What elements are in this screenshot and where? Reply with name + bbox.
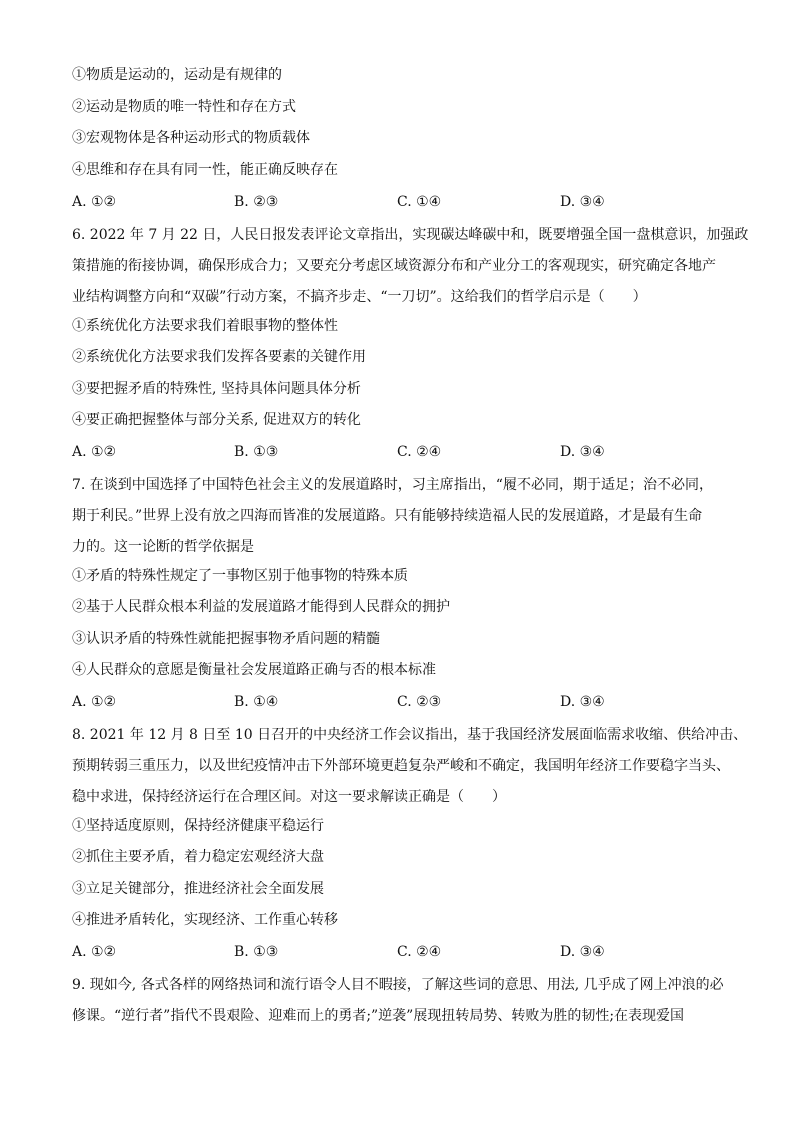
q5-statement-1: ①物质是运动的，运动是有规律的 xyxy=(72,67,282,83)
option-d: D. ③④ xyxy=(560,444,605,460)
q8-stem xyxy=(72,720,748,813)
q6-statement-2: ②系统优化方法要求我们发挥各要素的关键作用 xyxy=(72,349,366,365)
q7-statement-3: ③认识矛盾的特殊性就能把握事物矛盾问题的精髓 xyxy=(72,631,380,647)
option-d: D. ③④ xyxy=(560,944,605,960)
q7-stem-line-3: 力的。这一论断的哲学依据是 xyxy=(72,539,254,555)
q6-statement-1: ①系统优化方法要求我们着眼事物的整体性 xyxy=(72,318,338,334)
option-a: A. ①② xyxy=(72,444,117,460)
option-c: C. ②③ xyxy=(397,694,442,710)
q7-statement-2: ②基于人民群众根本利益的发展道路才能得到人民群众的拥护 xyxy=(72,599,450,615)
q7-stem-line-2: 期于利民。”世界上没有放之四海而皆准的发展道路。只有能够持续造福人民的发展道路，才是最有生命 xyxy=(72,508,703,524)
option-d: D. ③④ xyxy=(560,694,605,710)
q8-options xyxy=(72,942,722,962)
q7-options xyxy=(72,692,722,712)
option-a: A. ①② xyxy=(72,194,117,210)
option-b: B. ①③ xyxy=(234,444,279,460)
q6-stem-line-1: 6. 2022 年 7 月 22 日，人民日报发表评论文章指出，实现碳达峰碳中和，既要增强全国一盘棋意识，加强政 xyxy=(72,227,749,243)
q9-stem-line-2: 修课。“逆行者”指代不畏艰险、迎难而上的勇者;”逆袭”展现扭转局势、转败为胜的韧性;在表现爱国 xyxy=(72,1008,685,1024)
q8-statement-4: ④推进矛盾转化，实现经济、工作重心转移 xyxy=(72,912,338,928)
q5-statement-2: ②运动是物质的唯一特性和存在方式 xyxy=(72,99,296,115)
q6-stem-line-3: 业结构调整方向和“双碳”行动方案，不搞齐步走、“一刀切”。这给我们的哲学启示是（ ） xyxy=(72,289,647,305)
q5-statement-3: ③宏观物体是各种运动形式的物质载体 xyxy=(72,130,310,146)
q8-statement-1: ①坚持适度原则，保持经济健康平稳运行 xyxy=(72,818,324,834)
option-b: B. ②③ xyxy=(234,194,279,210)
q8-stem-line-1: 8. 2021 年 12 月 8 日至 10 日召开的中央经济工作会议指出，基于我国经济发展面临需求收缩、供给冲击、 xyxy=(72,727,748,743)
q8-stem-line-3: 稳中求进，保持经济运行在合理区间。对这一要求解读正确是（ ） xyxy=(72,789,506,805)
q5-statement-4: ④思维和存在具有同一性，能正确反映存在 xyxy=(72,162,338,178)
q8-stem-line-2: 预期转弱三重压力，以及世纪疫情冲击下外部环境更趋复杂严峻和不确定，我国明年经济工作要稳字当头、 xyxy=(72,758,730,774)
option-a: A. ①② xyxy=(72,694,117,710)
q8-statement-3: ③立足关键部分，推进经济社会全面发展 xyxy=(72,881,324,897)
q8-statement-2: ②抓住主要矛盾，着力稳定宏观经济大盘 xyxy=(72,849,324,865)
q6-statement-3: ③要把握矛盾的特殊性, 坚持具体问题具体分析 xyxy=(72,381,361,397)
q9-stem-line-1: 9. 现如今, 各式各样的网络热词和流行语令人目不暇接，了解这些词的意思、用法, 几乎成了网上冲浪的必 xyxy=(72,977,724,993)
q6-stem-line-2: 策措施的衔接协调，确保形成合力；又要充分考虑区域资源分布和产业分工的客观现实，研究确定各地产 xyxy=(72,258,716,274)
q6-stem xyxy=(72,220,749,313)
option-c: C. ①④ xyxy=(397,194,442,210)
option-b: B. ①④ xyxy=(234,694,279,710)
q7-stem-line-1: 7. 在谈到中国选择了中国特色社会主义的发展道路时，习主席指出，“履不必同，期于适足；治不必同， xyxy=(72,477,713,493)
q7-stem xyxy=(72,470,722,563)
option-a: A. ①② xyxy=(72,944,117,960)
option-c: C. ②④ xyxy=(397,944,442,960)
q7-statement-1: ①矛盾的特殊性规定了一事物区别于他事物的特殊本质 xyxy=(72,568,408,584)
option-b: B. ①③ xyxy=(234,944,279,960)
q5-options xyxy=(72,192,722,212)
q6-options xyxy=(72,442,722,462)
q9-stem xyxy=(72,970,722,1032)
option-c: C. ②④ xyxy=(397,444,442,460)
q6-statement-4: ④要正确把握整体与部分关系, 促进双方的转化 xyxy=(72,412,361,428)
option-d: D. ③④ xyxy=(560,194,605,210)
q7-statement-4: ④人民群众的意愿是衡量社会发展道路正确与否的根本标准 xyxy=(72,662,436,678)
